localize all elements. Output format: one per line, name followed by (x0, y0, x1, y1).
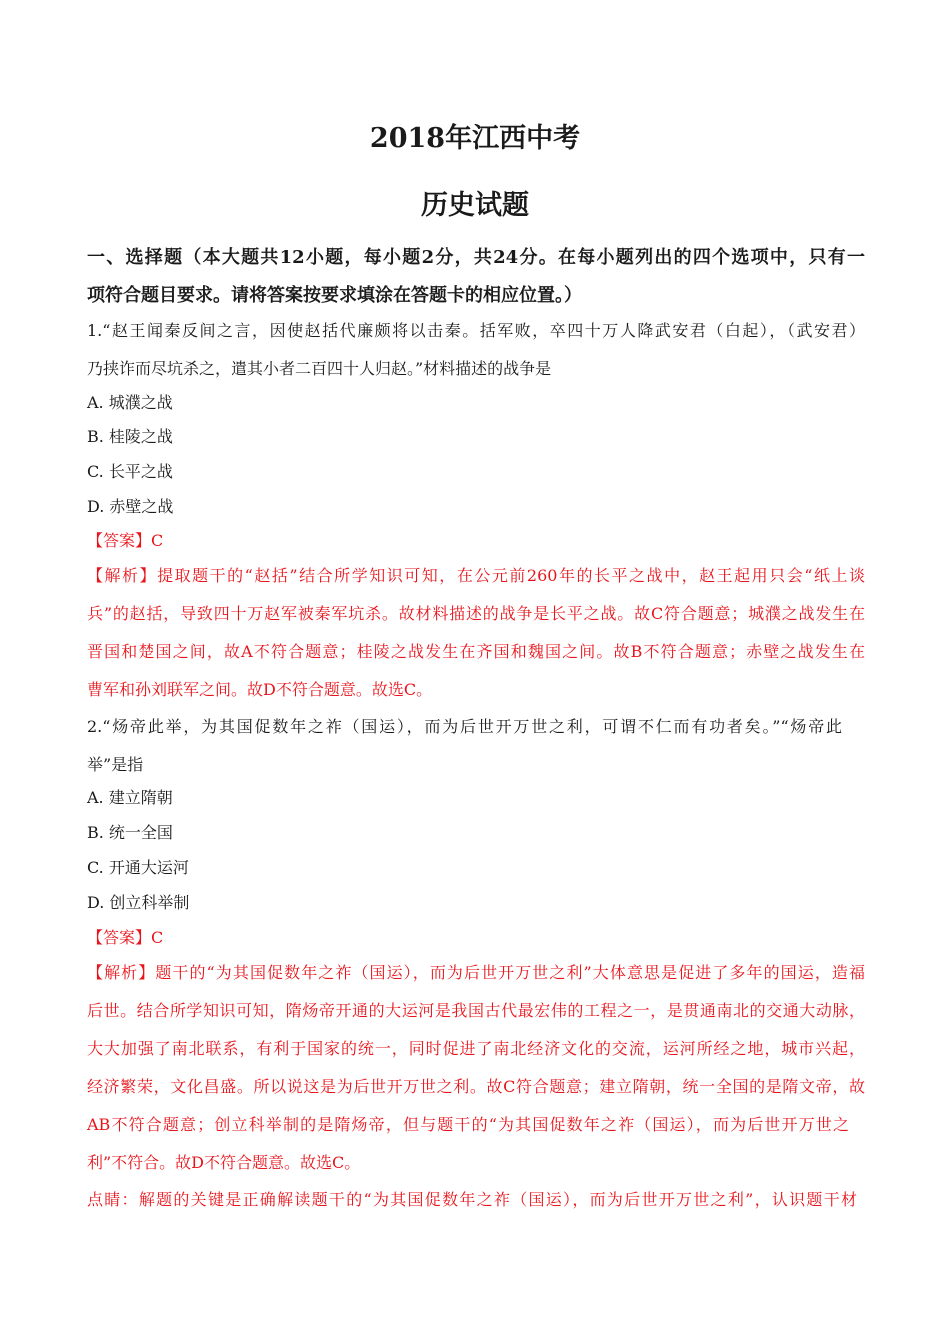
q1-answer: 【答案】C (87, 531, 164, 550)
q2-key-point: 点睛：解题的关键是正确解读题干的“为其国促数年之祚（国运），而为后世开万世之利”，认识题干材 (87, 1190, 857, 1209)
q2-option-b: B. 统一全国 (87, 823, 173, 842)
section-heading-line-2: 项符合题目要求。请将答案按要求填涂在答题卡的相应位置。） (87, 285, 582, 306)
q2-option-a: A. 建立隋朝 (87, 788, 173, 807)
q1-option-d: D. 赤壁之战 (87, 497, 174, 516)
q2-stem-line-1: 2.“炀帝此举，为其国促数年之祚（国运），而为后世开万世之利，可谓不仁而有功者矣。”“炀帝此 (87, 717, 842, 736)
q2-analysis-line-5: AB不符合题意；创立科举制的是隋炀帝，但与题干的“为其国促数年之祚（国运），而为后世开万世之 (87, 1115, 849, 1134)
q2-stem-line-2: 举”是指 (87, 755, 144, 774)
q1-option-c: C. 长平之战 (87, 462, 173, 481)
q1-analysis-line-4: 曹军和孙刘联军之间。故D不符合题意。故选C。 (87, 680, 433, 699)
q1-analysis-line-1: 【解析】提取题干的“赵括”结合所学知识可知，在公元前260年的长平之战中，赵王起用只会“纸上谈 (87, 566, 865, 585)
q2-analysis-line-3: 大大加强了南北联系，有利于国家的统一，同时促进了南北经济文化的交流，运河所经之地，城市兴起， (87, 1039, 865, 1058)
q2-answer: 【答案】C (87, 928, 164, 947)
q1-analysis-line-3: 晋国和楚国之间，故A不符合题意；桂陵之战发生在齐国和魏国之间。故B不符合题意；赤壁之战发生在 (87, 642, 865, 661)
q2-option-d: D. 创立科举制 (87, 893, 190, 912)
q2-analysis-line-4: 经济繁荣，文化昌盛。所以说这是为后世开万世之利。故C符合题意；建立隋朝，统一全国的是隋文帝，故 (87, 1077, 865, 1096)
q2-analysis-line-6: 利”不符合。故D不符合题意。故选C。 (87, 1153, 361, 1172)
q2-analysis-line-2: 后世。结合所学知识可知，隋炀帝开通的大运河是我国古代最宏伟的工程之一，是贯通南北的交通大动脉， (87, 1001, 865, 1020)
q1-stem-line-2: 乃挟诈而尽坑杀之，遣其小者二百四十人归赵。”材料描述的战争是 (87, 359, 552, 378)
section-heading-line-1: 一、选择题（本大题共12小题，每小题2分，共24分。在每小题列出的四个选项中，只有一 (87, 247, 865, 268)
document-subtitle: 历史试题 (421, 190, 529, 221)
q1-stem-line-1: 1.“赵王闻秦反间之言，因使赵括代廉颇将以击秦。括军败，卒四十万人降武安君（白起），（武安君） (87, 321, 865, 340)
document-title: 2018年江西中考 (369, 123, 581, 154)
q1-option-a: A. 城濮之战 (87, 393, 173, 412)
q2-option-c: C. 开通大运河 (87, 858, 189, 877)
q2-analysis-line-1: 【解析】题干的“为其国促数年之祚（国运），而为后世开万世之利”大体意思是促进了多年的国运，造福 (87, 963, 865, 982)
q1-option-b: B. 桂陵之战 (87, 427, 173, 446)
q1-analysis-line-2: 兵”的赵括，导致四十万赵军被秦军坑杀。故材料描述的战争是长平之战。故C符合题意；城濮之战发生在 (87, 604, 865, 623)
